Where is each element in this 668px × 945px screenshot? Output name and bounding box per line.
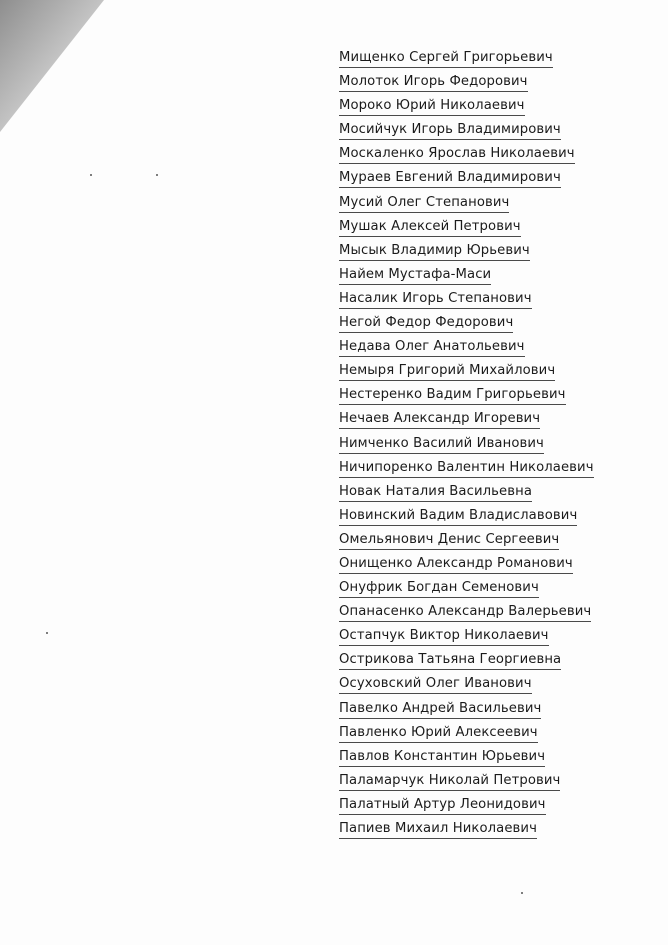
list-item [339, 142, 594, 166]
list-item [339, 263, 594, 287]
list-item [339, 480, 594, 504]
person-name: Москаленко Ярослав Николаевич [339, 145, 575, 164]
list-item [339, 504, 594, 528]
list-item [339, 745, 594, 769]
scan-corner-shadow [0, 0, 110, 135]
list-item [339, 118, 594, 142]
list-item [339, 552, 594, 576]
person-name: Нечаев Александр Игоревич [339, 410, 540, 429]
list-item [339, 672, 594, 696]
person-name: Папиев Михаил Николаевич [339, 820, 537, 839]
scan-speck [90, 174, 92, 176]
person-name: Остапчук Виктор Николаевич [339, 627, 549, 646]
person-name: Омельянович Денис Сергеевич [339, 531, 559, 550]
person-name: Недава Олег Анатольевич [339, 338, 525, 357]
person-name: Мосийчук Игорь Владимирович [339, 121, 561, 140]
list-item [339, 94, 594, 118]
person-name: Паламарчук Николай Петрович [339, 772, 560, 791]
person-name: Мусий Олег Степанович [339, 194, 509, 213]
list-item [339, 191, 594, 215]
list-item [339, 407, 594, 431]
person-name: Нестеренко Вадим Григорьевич [339, 386, 566, 405]
person-name: Немыря Григорий Михайлович [339, 362, 555, 381]
list-item [339, 335, 594, 359]
person-name: Онищенко Александр Романович [339, 555, 573, 574]
list-item [339, 70, 594, 94]
list-item [339, 600, 594, 624]
person-name: Мураев Евгений Владимирович [339, 169, 561, 188]
person-name: Острикова Татьяна Георгиевна [339, 651, 561, 670]
person-name: Осуховский Олег Иванович [339, 675, 532, 694]
list-item [339, 215, 594, 239]
list-item [339, 311, 594, 335]
list-item [339, 456, 594, 480]
person-name: Мороко Юрий Николаевич [339, 97, 525, 116]
person-name: Нимченко Василий Иванович [339, 435, 544, 454]
scan-speck [521, 892, 523, 894]
person-name: Новак Наталия Васильевна [339, 483, 532, 502]
person-name: Павелко Андрей Васильевич [339, 700, 541, 719]
person-name: Мушак Алексей Петрович [339, 218, 521, 237]
person-name: Молоток Игорь Федорович [339, 73, 528, 92]
person-name: Мищенко Сергей Григорьевич [339, 49, 553, 68]
list-item [339, 46, 594, 70]
list-item [339, 624, 594, 648]
list-item [339, 359, 594, 383]
person-name: Павлов Константин Юрьевич [339, 748, 545, 767]
scan-speck [46, 632, 48, 634]
deputy-name-list [339, 46, 594, 841]
person-name: Онуфрик Богдан Семенович [339, 579, 539, 598]
person-name: Новинский Вадим Владиславович [339, 507, 577, 526]
list-item [339, 817, 594, 841]
list-item [339, 166, 594, 190]
person-name: Ничипоренко Валентин Николаевич [339, 459, 594, 478]
person-name: Найем Мустафа-Маси [339, 266, 491, 285]
list-item [339, 239, 594, 263]
scan-speck [156, 174, 158, 176]
person-name: Павленко Юрий Алексеевич [339, 724, 538, 743]
person-name: Опанасенко Александр Валерьевич [339, 603, 591, 622]
list-item [339, 576, 594, 600]
list-item [339, 528, 594, 552]
person-name: Мысык Владимир Юрьевич [339, 242, 530, 261]
list-item [339, 287, 594, 311]
list-item [339, 648, 594, 672]
person-name: Насалик Игорь Степанович [339, 290, 532, 309]
list-item [339, 793, 594, 817]
list-item [339, 721, 594, 745]
person-name: Негой Федор Федорович [339, 314, 513, 333]
list-item [339, 383, 594, 407]
person-name: Палатный Артур Леонидович [339, 796, 546, 815]
list-item [339, 697, 594, 721]
list-item [339, 432, 594, 456]
list-item [339, 769, 594, 793]
